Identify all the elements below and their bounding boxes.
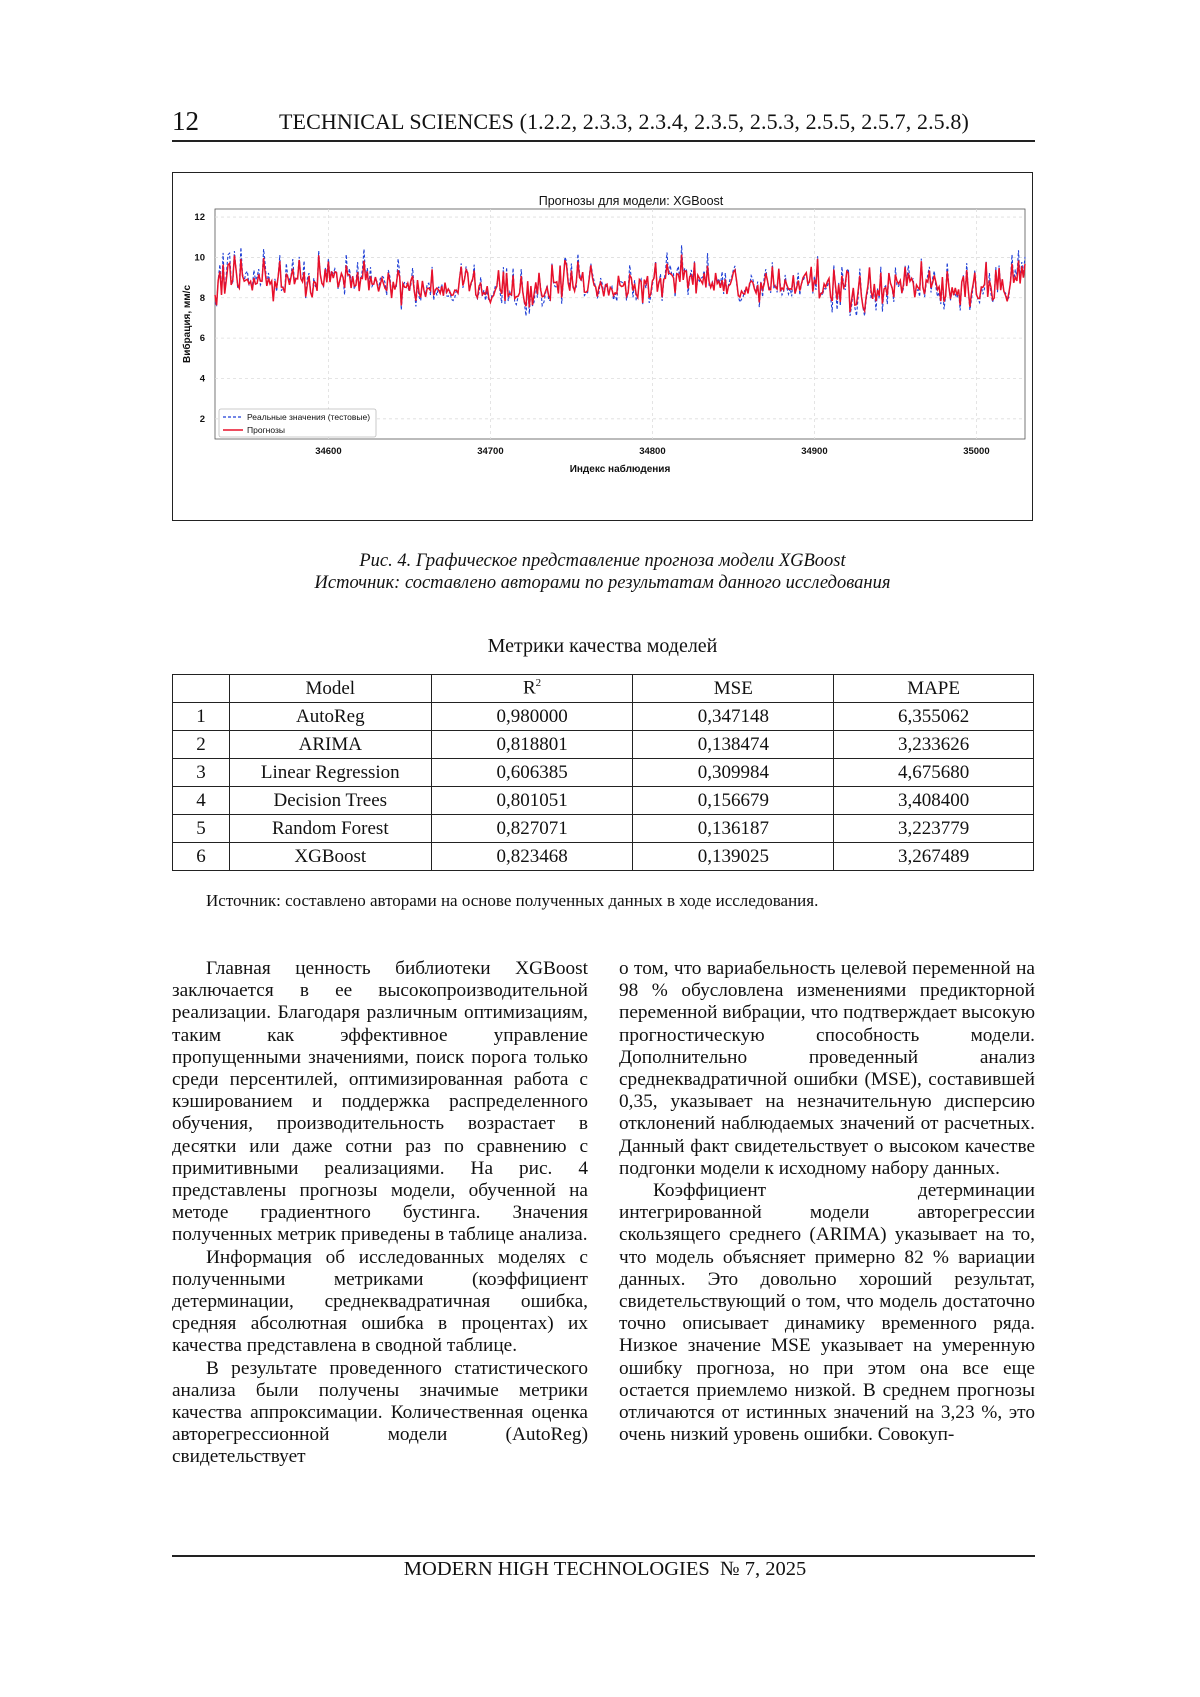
plot-area: [215, 209, 1025, 439]
page-footer: [0, 1558, 1200, 1581]
row-index-cell: 5: [173, 815, 230, 843]
y-tick-label: 4: [199, 373, 205, 385]
x-tick-label: 34700: [477, 446, 504, 457]
table-header-cell: MSE: [633, 675, 834, 703]
x-tick-label: 34900: [801, 446, 828, 457]
row-index-cell: 2: [173, 731, 230, 759]
table-cell: 0,347148: [633, 703, 834, 731]
table-header-cell: Model: [229, 675, 431, 703]
table-cell: 3,233626: [834, 731, 1034, 759]
y-axis-label: Вибрация, мм/с: [182, 284, 193, 364]
y-tick-label: 8: [199, 292, 205, 304]
row-index-cell: 3: [173, 759, 230, 787]
table-cell: 6,355062: [834, 703, 1034, 731]
y-tick-label: 12: [194, 212, 205, 224]
legend-real-label: Реальные значения (тестовые): [247, 412, 371, 422]
metrics-table: [172, 674, 1034, 871]
table-cell: 0,309984: [633, 759, 834, 787]
table-cell: 0,818801: [431, 731, 633, 759]
paragraph: Главная ценность библиотеки XGBoost заключается в ее высокопроизводительной реализации. Благодаря различным оптимизациям, таким как эффективное управление пропущенными значениями, поиск порога только среди персентилей, оптимизированная работа с кэшированием и поддержка распределенного обучения, производительность возрастает в десятки или даже сотни раз по сравнению с примитивными реализациями. На рис. 4 представлены прогнозы модели, обученной на методе градиентного бустинга. Значения полученных метрик приведены в таблице анализа.: [172, 958, 588, 1246]
table-cell: 3,267489: [834, 843, 1034, 871]
footer-journal: MODERN HIGH TECHNOLOGIES: [403, 1558, 710, 1580]
table-header-cell: MAPE: [834, 675, 1034, 703]
right-column: [619, 958, 1035, 1446]
table-cell: 0,980000: [431, 703, 633, 731]
paragraph: Информация об исследованных моделях с полученными метриками (коэффициент детерминации, среднеквадратичная ошибка, средняя абсолютная ошибка в процентах) их качества представлена в сводной таблице.: [172, 1246, 588, 1357]
chart-title: Прогнозы для модели: XGBoost: [538, 194, 724, 208]
x-axis-label: Индекс наблюдения: [569, 464, 671, 475]
table-cell: 4,675680: [834, 759, 1034, 787]
table-row: [173, 759, 1034, 787]
table-row: [173, 787, 1034, 815]
x-tick-label: 34800: [639, 446, 666, 457]
x-tick-label: 35000: [963, 446, 990, 457]
table-cell: Random Forest: [229, 815, 431, 843]
table-cell: 0,138474: [633, 731, 834, 759]
y-tick-label: 10: [194, 252, 205, 264]
row-index-cell: 1: [173, 703, 230, 731]
table-cell: 0,156679: [633, 787, 834, 815]
table-cell: Linear Regression: [229, 759, 431, 787]
table-source: Источник: составлено авторами на основе полученных данных в ходе исследования.: [206, 891, 819, 910]
table-title: Метрики качества моделей: [487, 635, 718, 657]
table-cell: Decision Trees: [229, 787, 431, 815]
table-row: [173, 703, 1034, 731]
table-header-cell: $R^2$: [431, 675, 633, 703]
legend-pred-label: Прогнозы: [247, 425, 285, 435]
paragraph: Коэффициент детерминации интегрированной модели авторегрессии скользящего среднего (ARIMA) указывает на то, что модель объясняет примерно 82 % вариации данных. Это довольно хороший результат, свидетельствующий о том, что модель достаточно точно описывает динамику временного ряда. Низкое значение MSE указывает на умеренную ошибку прогноза, но при этом она все еще остается приемлемо низкой. В среднем прогнозы отличаются от истинных значений на 3,23 %, это очень низкий уровень ошибки. Совокуп-: [619, 1180, 1035, 1446]
table-header-cell: [173, 675, 230, 703]
table-row: [173, 815, 1034, 843]
table-cell: ARIMA: [229, 731, 431, 759]
table-cell: 0,827071: [431, 815, 633, 843]
chart-legend: [219, 409, 376, 437]
paragraph-continued: о том, что вариабельность целевой переменной на 98 % обусловлена изменениями предикторной переменной вибрации, что подтверждает высокую прогностическую способность модели. Дополнительно проведенный анализ среднеквадратичной ошибки (MSE), составившей 0,35, указывает на незначительную дисперсию отклонений наблюдаемых значений от расчетных. Данный факт свидетельствует о высоком качестве подгонки модели к исходному набору данных.: [619, 958, 1035, 1179]
page-header: [172, 104, 1035, 142]
journal-section: TECHNICAL SCIENCES (1.2.2, 2.3.3, 2.3.4, 2.3.5, 2.5.3, 2.5.5, 2.5.7, 2.5.8): [279, 109, 969, 134]
figure-caption: Рис. 4. Графическое представление прогноза модели XGBoost: [359, 551, 846, 571]
table-cell: 0,801051: [431, 787, 633, 815]
x-tick-label: 34600: [315, 446, 342, 457]
table-cell: 0,136187: [633, 815, 834, 843]
table-cell: 0,823468: [431, 843, 633, 871]
figure-source: Источник: составлено авторами по результатам данного исследования: [314, 573, 891, 593]
table-cell: 3,408400: [834, 787, 1034, 815]
table-header-row: [173, 675, 1034, 703]
table-row: [173, 731, 1034, 759]
table-cell: XGBoost: [229, 843, 431, 871]
table-cell: 0,606385: [431, 759, 633, 787]
footer-rule: [172, 1555, 1035, 1557]
row-index-cell: 4: [173, 787, 230, 815]
table-cell: 3,223779: [834, 815, 1034, 843]
row-index-cell: 6: [173, 843, 230, 871]
page-number: 12: [172, 106, 199, 136]
paragraph: В результате проведенного статистического анализа были получены значимые метрики качества аппроксимации. Количественная оценка авторегрессионной модели (AutoReg) свидетельствует: [172, 1357, 588, 1468]
table-row: [173, 843, 1034, 871]
y-tick-label: 2: [199, 413, 205, 425]
footer-issue: № 7, 2025: [720, 1558, 807, 1580]
left-column: [172, 958, 588, 1469]
figure-chart: [172, 172, 1033, 521]
table-cell: 0,139025: [633, 843, 834, 871]
y-tick-label: 6: [199, 333, 205, 345]
forecast-chart: [173, 173, 1034, 522]
table-cell: AutoReg: [229, 703, 431, 731]
